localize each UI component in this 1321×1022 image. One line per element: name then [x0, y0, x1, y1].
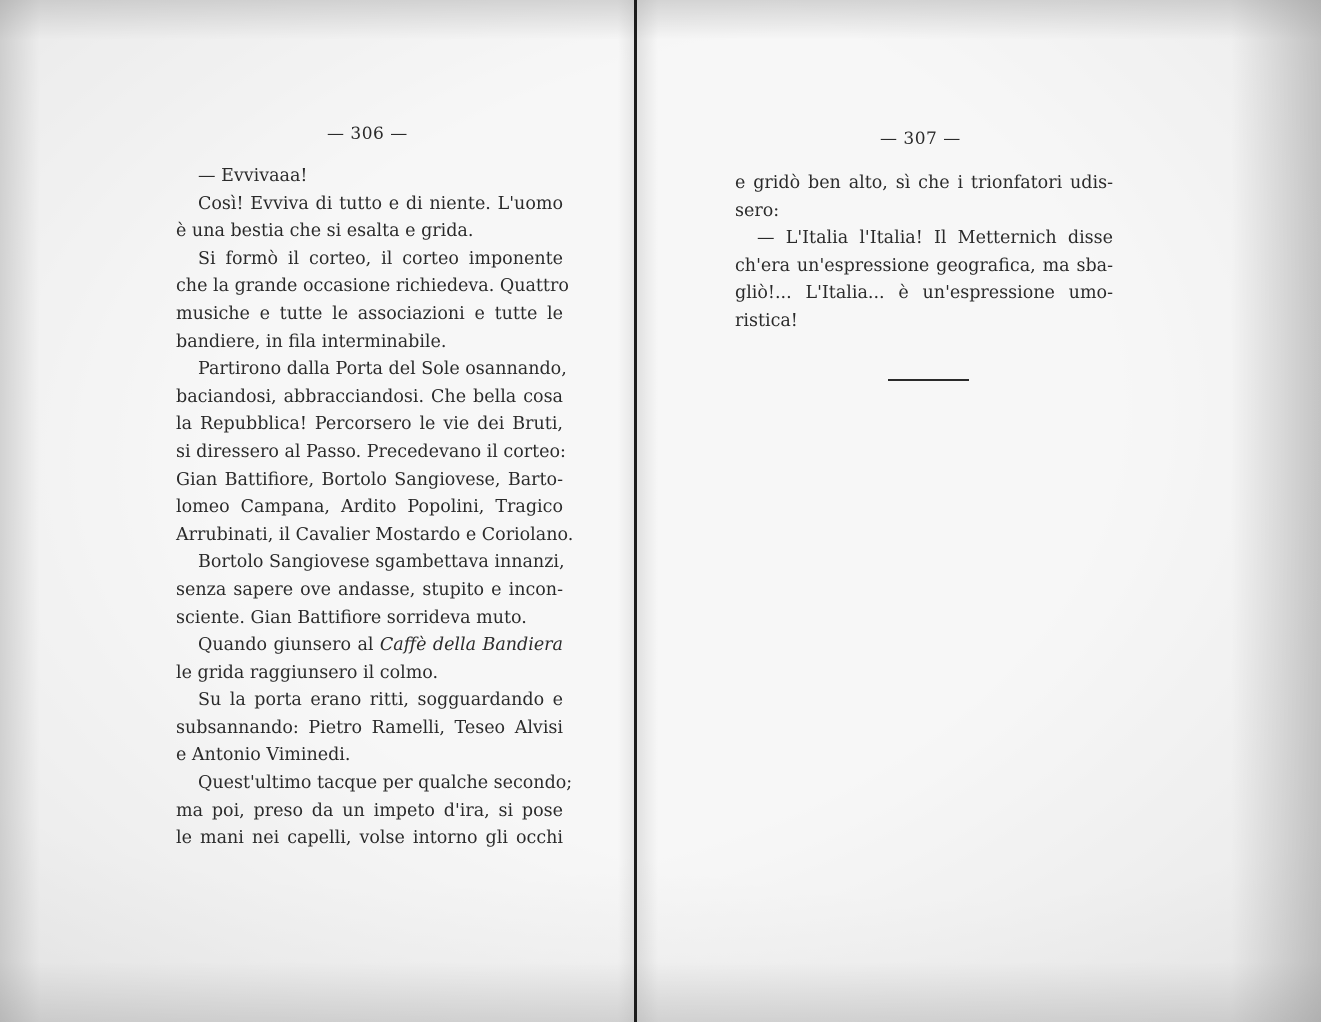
text-line: — Evvivaaa! — [198, 166, 308, 186]
text-line: lomeo Campana, Ardito Popolini, Tragico — [176, 497, 563, 518]
right-page-number: — 307 — — [880, 129, 961, 149]
left-page-number: — 306 — — [327, 124, 408, 144]
text-line: Gian Battifiore, Bortolo Sangiovese, Barto- — [176, 469, 563, 490]
text-line: che la grande occasione richiedeva. Quattro — [176, 276, 569, 297]
text-line: ma poi, preso da un impeto d'ira, si pose — [176, 800, 563, 821]
text-line: senza sapere ove andasse, stupito e incon- — [176, 579, 563, 600]
text-line: e Antonio Viminedi. — [176, 745, 351, 766]
page-edge-shadow-right — [1231, 0, 1321, 1022]
text-line: si diressero al Passo. Precedevano il corteo: — [176, 441, 566, 462]
text-line: gliò!... L'Italia... è un'espressione umo- — [735, 283, 1113, 304]
right-page-text — [735, 170, 1113, 336]
text-line: Così! Evviva di tutto e di niente. L'uomo — [198, 193, 563, 214]
text-line: Partirono dalla Porta del Sole osannando, — [198, 359, 567, 380]
text-line: Quest'ultimo tacque per qualche secondo; — [198, 773, 573, 794]
text-line: subsannando: Pietro Ramelli, Teseo Alvisi — [176, 717, 563, 738]
text-line: Si formò il corteo, il corteo imponente — [198, 248, 563, 269]
text-line: e gridò ben alto, sì che i trionfatori udis- — [735, 173, 1113, 193]
text-line: sero: — [735, 200, 780, 221]
left-page-text — [176, 163, 574, 853]
book-gutter — [634, 0, 637, 1022]
text-segment: Quando giunsero al — [198, 635, 374, 656]
text-line: la Repubblica! Percorsero le vie dei Bruti, — [176, 414, 563, 435]
text-line: Arrubinati, il Cavalier Mostardo e Coriolano. — [176, 524, 574, 545]
text-line: Bortolo Sangiovese sgambettava innanzi, — [198, 552, 565, 573]
text-line: baciandosi, abbracciandosi. Che bella cosa — [176, 386, 563, 407]
text-line: sciente. Gian Battifiore sorrideva muto. — [176, 607, 527, 628]
text-line: bandiere, in fila interminabile. — [176, 331, 447, 352]
text-line: è una bestia che si esalta e grida. — [176, 221, 474, 242]
text-line: le mani nei capelli, volse intorno gli occhi — [176, 828, 563, 849]
page-edge-shadow-bottom — [0, 962, 1321, 1022]
chapter-end-rule — [888, 379, 969, 381]
page-edge-shadow-left — [0, 0, 40, 1022]
text-line: musiche e tutte le associazioni e tutte le — [176, 303, 563, 324]
text-line: le grida raggiunsero il colmo. — [176, 662, 439, 683]
text-line: — L'Italia l'Italia! Il Metternich disse — [757, 228, 1113, 249]
text-line: ristica! — [735, 310, 798, 331]
text-line-with-italic — [176, 632, 563, 660]
italic-title: Caffè della Bandiera — [379, 635, 563, 656]
text-line: ch'era un'espressione geografica, ma sba- — [735, 255, 1113, 276]
page-edge-shadow-top — [0, 0, 1321, 40]
gutter-shadow — [618, 0, 658, 1022]
text-line: Su la porta erano ritti, sogguardando e — [198, 690, 563, 711]
